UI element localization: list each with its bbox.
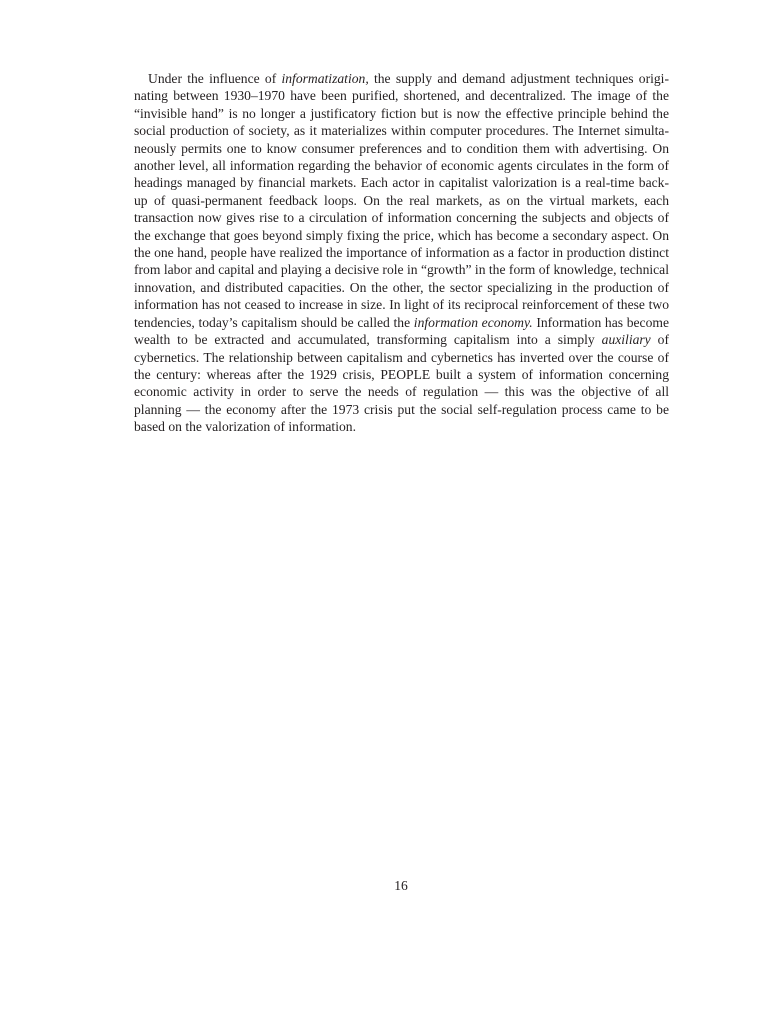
text-run: the supply and demand adjustment techniques originating between 1930–1970 have been purified, shortened, and decentralized. The image of the “invisible hand” is no longer a justificatory fiction but is now the effective principle behind the social production of society, as it materializes within computer procedures. The Internet simultaneously permits one to know consumer preferences and to condition them with advertising. On another level, all information regarding the behavior of economic agents circulates in the form of headings managed by financial markets. Each actor in capitalist valorization is a real-time back-up of quasi-permanent feedback loops. On the real markets, as on the virtual markets, each transaction now gives rise to a circulation of information concerning the subjects and objects of the exchange that goes beyond simply fixing the price, which has become a secondary aspect. On the one hand, people have realized the importance of information as a factor in production distinct from labor and capital and playing a decisive role in “growth” in the form of knowledge, technical innovation, and distributed capacities. On the other, the sector specializing in the production of information has not ceased to increase in size. In light of its reciprocal reinforcement of these two tendencies, today’s capitalism should be called the	[134, 71, 669, 330]
text-run: of cybernetics. The relationship between capitalism and cybernetics has inverted over the course of the century: whereas after the 1929 crisis, PEOPLE built a system of information concerning economic activity in order to serve the needs of regulation — this was the objective of all planning — the economy after the 1973 crisis put the social self-regulation process came to be based on the valorization of information.	[134, 332, 669, 435]
italic-term-auxiliary: auxiliary	[601, 332, 651, 348]
text-run: Information has become wealth to be extracted and accumulated, transforming capitalism into a simply	[134, 314, 669, 348]
italic-term-information-economy: information economy.	[413, 314, 533, 330]
text-run: Under the influence of	[148, 71, 282, 86]
body-paragraph	[134, 70, 669, 436]
italic-term-informatization: informatization,	[281, 71, 369, 86]
page-number: 16	[394, 878, 408, 893]
